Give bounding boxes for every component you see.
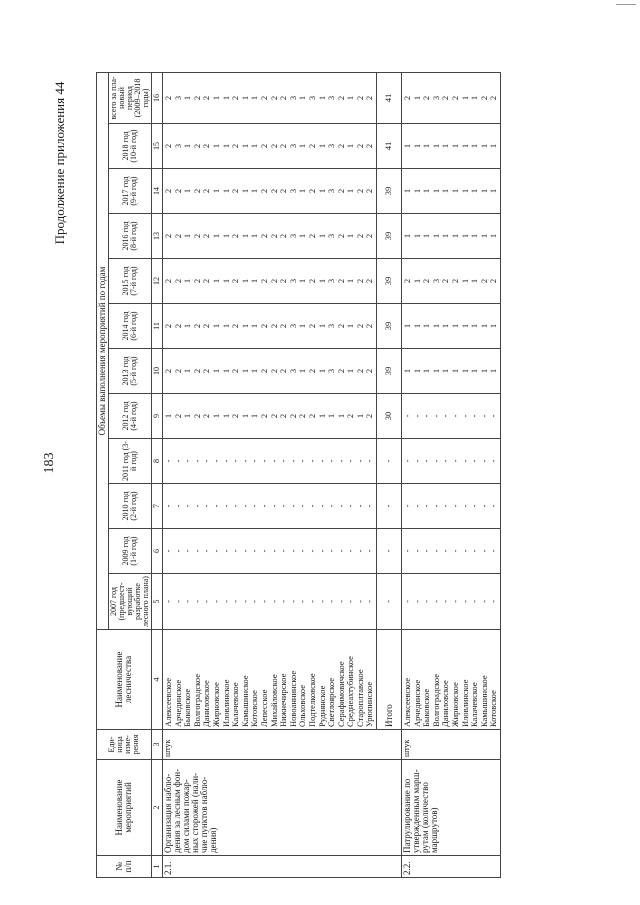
year-values-column: - - - - - - - - - - - - - - - - - - - - - - [163, 439, 377, 484]
year-values-column: - - - - - - - - - - - - - - - - - - - - - - [163, 574, 377, 630]
table-row-section [163, 73, 377, 878]
year-values-column: 2 2 1 2 2 1 1 2 1 1 2 2 2 3 1 2 1 3 2 1 2 2 [163, 259, 377, 304]
col-index: 5 [152, 574, 163, 630]
activity-name: Патрулирование по утвержденным марш- рутам (количество маршрутов) [402, 760, 501, 856]
year-values-column: 1 1 1 1 1 1 1 1 1 1 [402, 214, 501, 259]
total-value: - [377, 439, 402, 484]
header-number: № п/п [97, 856, 152, 878]
header-year-2011: 2011 год (3-й год) [109, 439, 152, 484]
col-index: 4 [152, 630, 163, 730]
year-values-column: 1 1 1 1 1 1 1 1 1 1 [402, 304, 501, 349]
year-values-column: 2 2 1 2 2 1 1 2 1 1 2 2 2 3 1 2 1 3 2 1 2 2 [163, 349, 377, 394]
year-values-column: 1 1 1 1 1 1 1 1 1 1 [402, 124, 501, 169]
activity-name: Организация наблю- дения за лесным фон- дом силами пожар- ных сторожей (нали- чие пунктов наблю- дения) [163, 760, 402, 856]
header-unit: Еди- ница изме- рения [97, 730, 152, 760]
year-values-column: 2 3 1 2 2 1 1 2 1 1 2 2 2 3 1 2 1 3 2 1 2 2 [163, 124, 377, 169]
col-index: 3 [152, 730, 163, 760]
header-activity-name: Наименование мероприятий [97, 760, 152, 856]
year-values-column: - - - - - - - - - - [402, 394, 501, 439]
col-index: 9 [152, 394, 163, 439]
header-year-2016: 2016 год (8-й год) [109, 214, 152, 259]
year-values-column: 2 2 1 2 2 1 1 2 1 1 2 2 2 3 1 2 1 3 2 1 2 2 [163, 214, 377, 259]
year-values-column: 2 2 1 2 2 1 1 2 1 1 2 2 2 3 1 2 1 3 2 1 2 2 [163, 304, 377, 349]
header-year-2009: 2009 год (1-й год) [109, 529, 152, 574]
total-value: - [377, 484, 402, 529]
year-values-column: 2 3 1 2 2 1 1 2 1 1 2 2 2 3 1 3 1 3 2 1 2 2 [163, 73, 377, 124]
year-values-column: - - - - - - - - - - - - - - - - - - - - - - [163, 484, 377, 529]
col-index: 10 [152, 349, 163, 394]
year-values-column: - - - - - - - - - - - - - - - - - - - - - - [163, 529, 377, 574]
total-value: 39 [377, 169, 402, 214]
col-index: 6 [152, 529, 163, 574]
unit-cell: штук [402, 730, 501, 760]
header-year-2018: 2018 год (10-й год) [109, 124, 152, 169]
total-value: 39 [377, 304, 402, 349]
header-year-2013: 2013 год (5-й год) [109, 349, 152, 394]
header-year-2007: 2007 год (предшест- вующий разработке лесного плана) [109, 574, 152, 630]
total-label: Итого [377, 630, 402, 730]
header-year-2014: 2014 год (6-й год) [109, 304, 152, 349]
year-values-column: - - - - - - - - - - [402, 439, 501, 484]
year-values-column: 2 2 1 2 2 1 1 2 1 1 2 2 2 3 1 2 1 3 2 1 2 2 [163, 169, 377, 214]
total-value: 39 [377, 259, 402, 304]
year-values-column: 2 1 2 3 2 2 1 1 2 2 [402, 259, 501, 304]
col-index: 12 [152, 259, 163, 304]
total-value: - [377, 574, 402, 630]
header-volumes: Объемы выполнения мероприятий по годам [97, 73, 109, 630]
col-index: 13 [152, 214, 163, 259]
year-values-column: 1 2 1 2 2 1 1 2 1 1 2 2 2 2 2 2 1 1 1 2 1 2 [163, 394, 377, 439]
forestry-list: Алексеевское Арчединское Быковское Волгоградское Даниловское Жирновское Иловлинское Калачевское Камышинское Котовское Лепесское Михайловское Нижнечирское Новоаннинское Ольховское Подтелковское Руднянское Светлоярское Серафимовичское Среднеахтубинское Староплтавское Урюпинское [163, 630, 377, 730]
section-number: 2.1. [163, 856, 402, 878]
total-value: 39 [377, 214, 402, 259]
forestry-list: Алексеевское Арчединское Быковское Волгоградское Даниловское Жирновское Иловлинское Калачевское Камышинское Котовское [402, 630, 501, 730]
total-value: 41 [377, 124, 402, 169]
section-number: 2.2. [402, 856, 501, 878]
year-values-column: - - - - - - - - - - [402, 529, 501, 574]
total-value: 41 [377, 73, 402, 124]
header-year-2017: 2017 год (9-й год) [109, 169, 152, 214]
col-index: 15 [152, 124, 163, 169]
page-number: 183 [42, 452, 57, 474]
column-number-row [152, 73, 163, 878]
col-index: 7 [152, 484, 163, 529]
unit-cell: штук [163, 730, 402, 760]
scan-edge-mark [616, 4, 636, 5]
year-values-column: 1 1 1 1 1 1 1 1 1 1 [402, 169, 501, 214]
year-values-column: - - - - - - - - - - [402, 574, 501, 630]
col-index: 1 [152, 856, 163, 878]
total-value: 39 [377, 349, 402, 394]
header-year-2010: 2010 год (2-й год) [109, 484, 152, 529]
col-index: 16 [152, 73, 163, 124]
total-value: 30 [377, 394, 402, 439]
header-forestry: Наименование лесничества [97, 630, 152, 730]
header-total-period: всего за пла- новый период (2009–2018 годы) [109, 73, 152, 124]
activities-table [96, 72, 501, 878]
year-values-column: - - - - - - - - - - [402, 484, 501, 529]
col-index: 11 [152, 304, 163, 349]
appendix-continuation-note: Продолжение приложения 44 [52, 81, 67, 245]
header-year-2012: 2012 год (4-й год) [109, 394, 152, 439]
col-index: 2 [152, 760, 163, 856]
year-values-column: 2 1 2 3 2 2 1 1 2 2 [402, 73, 501, 124]
header-year-2015: 2015 год (7-й год) [109, 259, 152, 304]
col-index: 8 [152, 439, 163, 484]
col-index: 14 [152, 169, 163, 214]
rotated-table-wrapper [96, 28, 620, 878]
total-value: - [377, 529, 402, 574]
table-row-section [402, 73, 501, 878]
year-values-column: 1 1 1 1 1 1 1 1 1 1 [402, 349, 501, 394]
